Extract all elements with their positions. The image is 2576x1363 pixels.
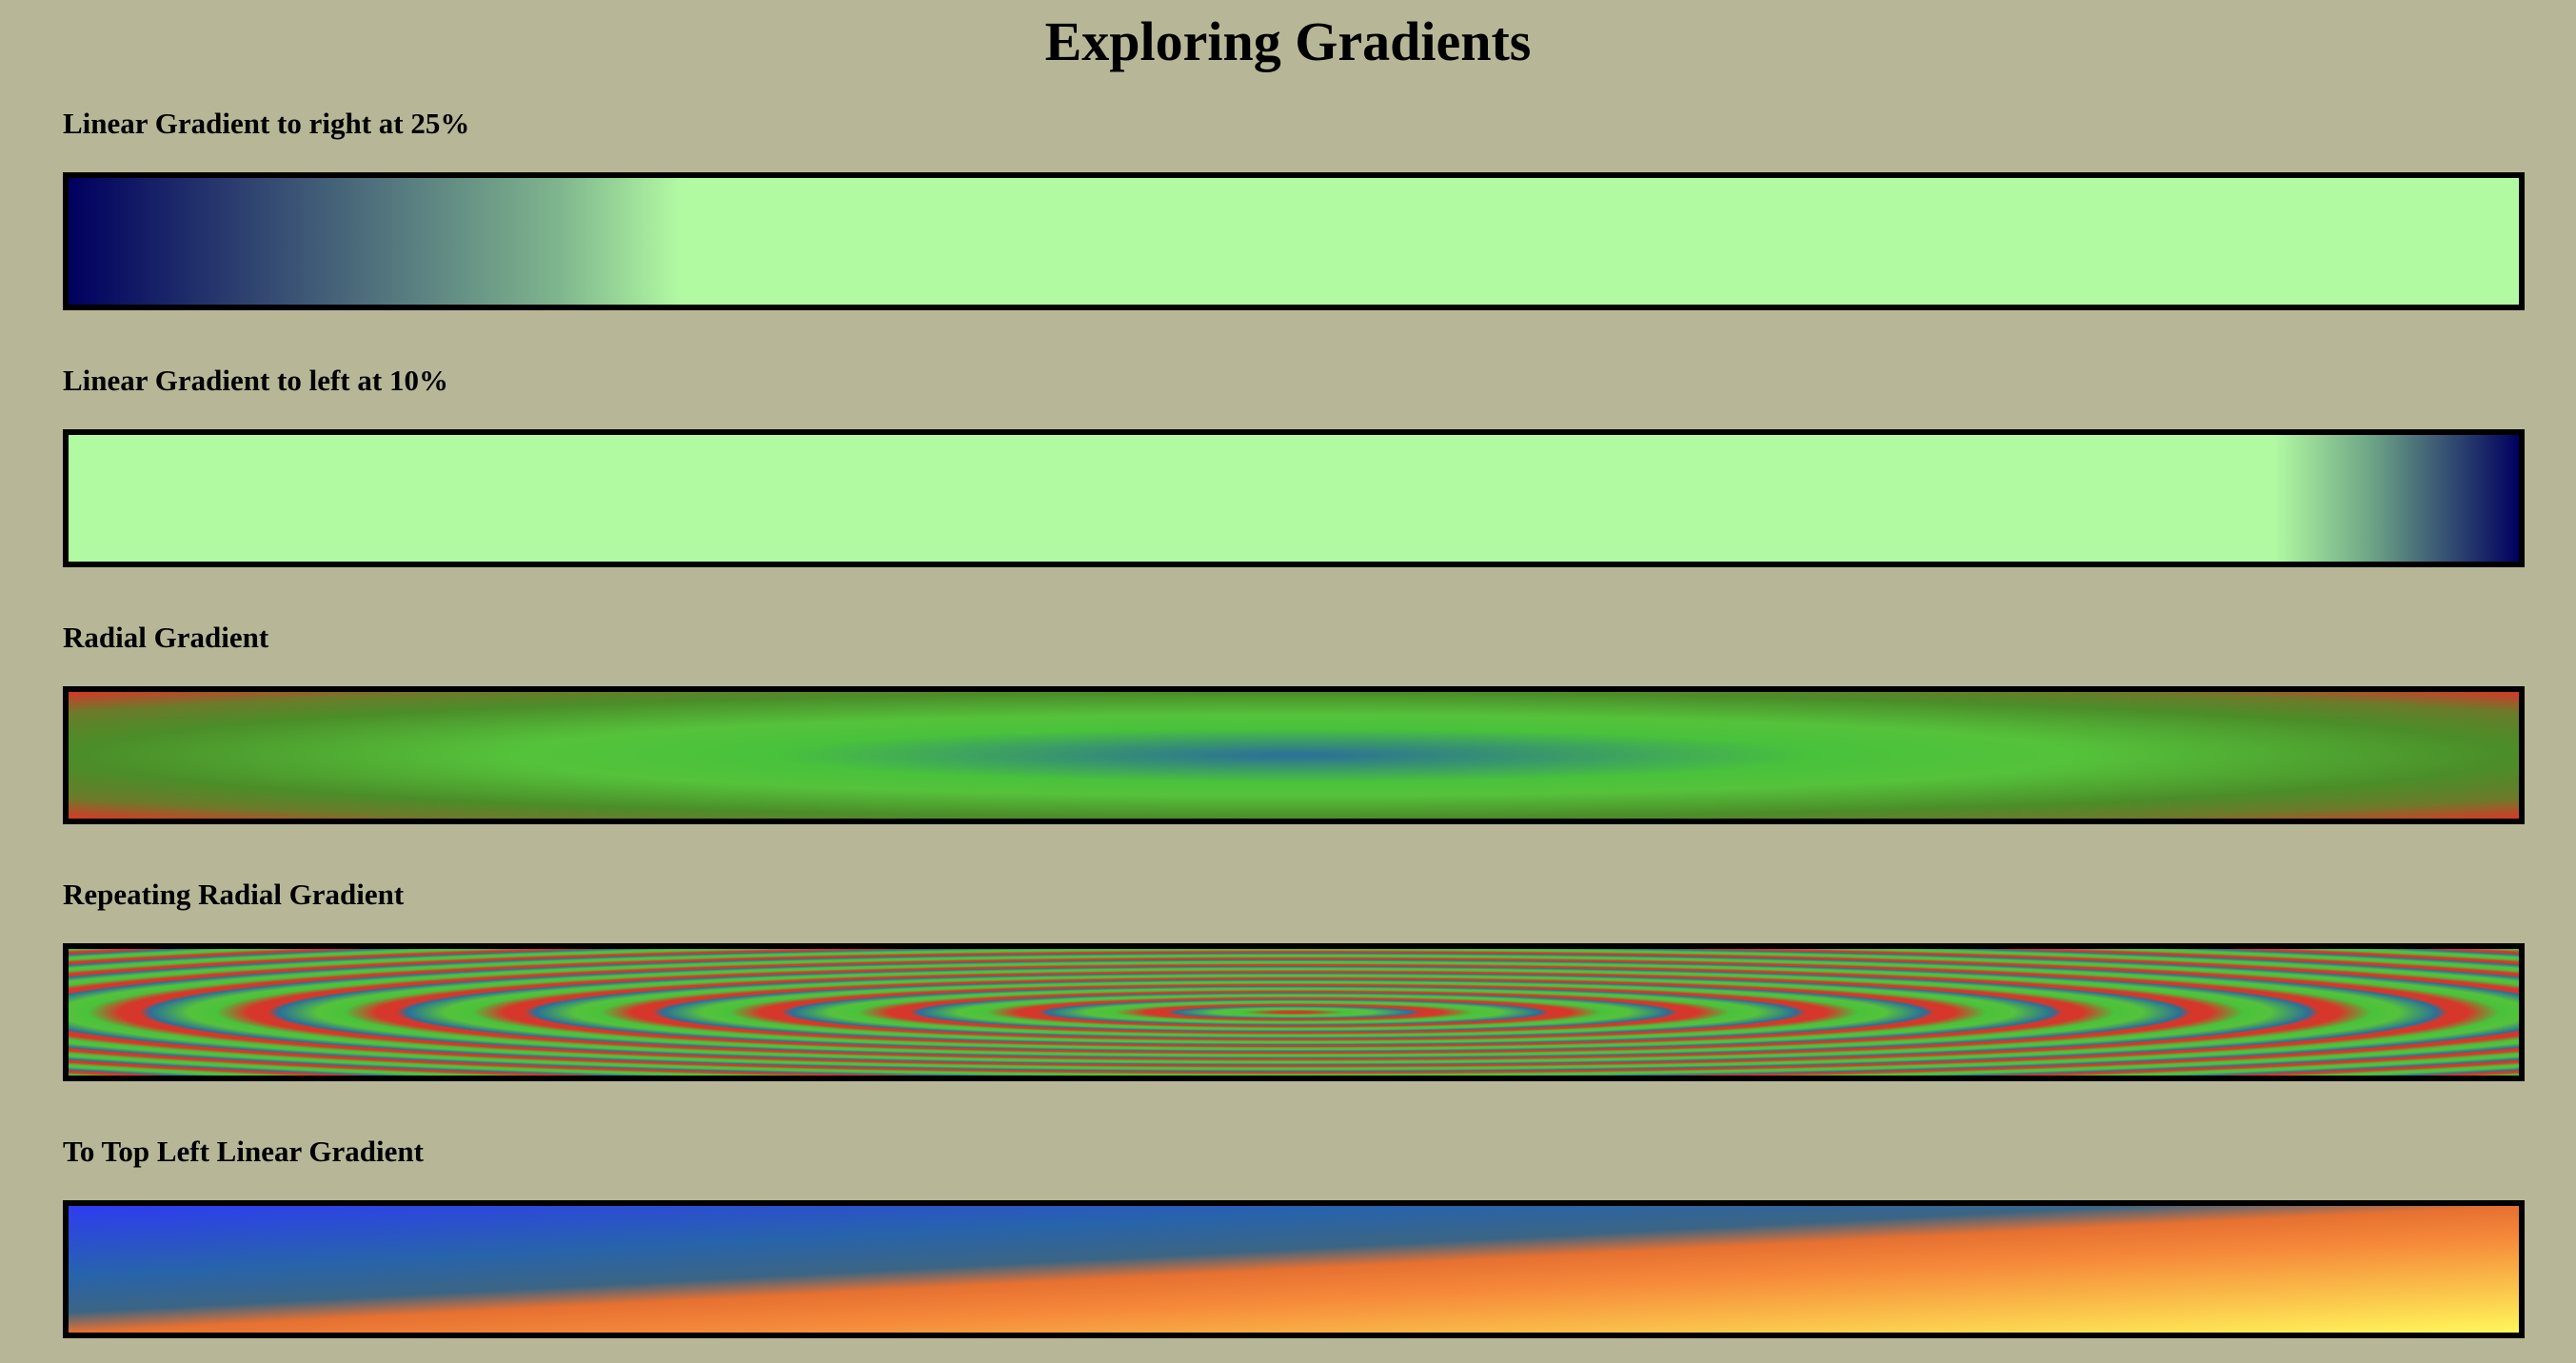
linear-left-gradient-box [63,429,2525,567]
radial-gradient-box [63,686,2525,824]
linear-left-label: Linear Gradient to left at 10% [63,364,448,397]
linear-right-gradient-box [63,172,2525,310]
linear-right-label: Linear Gradient to right at 25% [63,107,470,140]
top-left-linear-label: To Top Left Linear Gradient [63,1135,424,1168]
page-title: Exploring Gradients [1044,10,1532,72]
repeating-radial-label: Repeating Radial Gradient [63,878,405,911]
radial-label: Radial Gradient [63,621,269,654]
top-left-linear-gradient-box [63,1200,2525,1338]
repeating-radial-gradient-box [63,943,2525,1081]
